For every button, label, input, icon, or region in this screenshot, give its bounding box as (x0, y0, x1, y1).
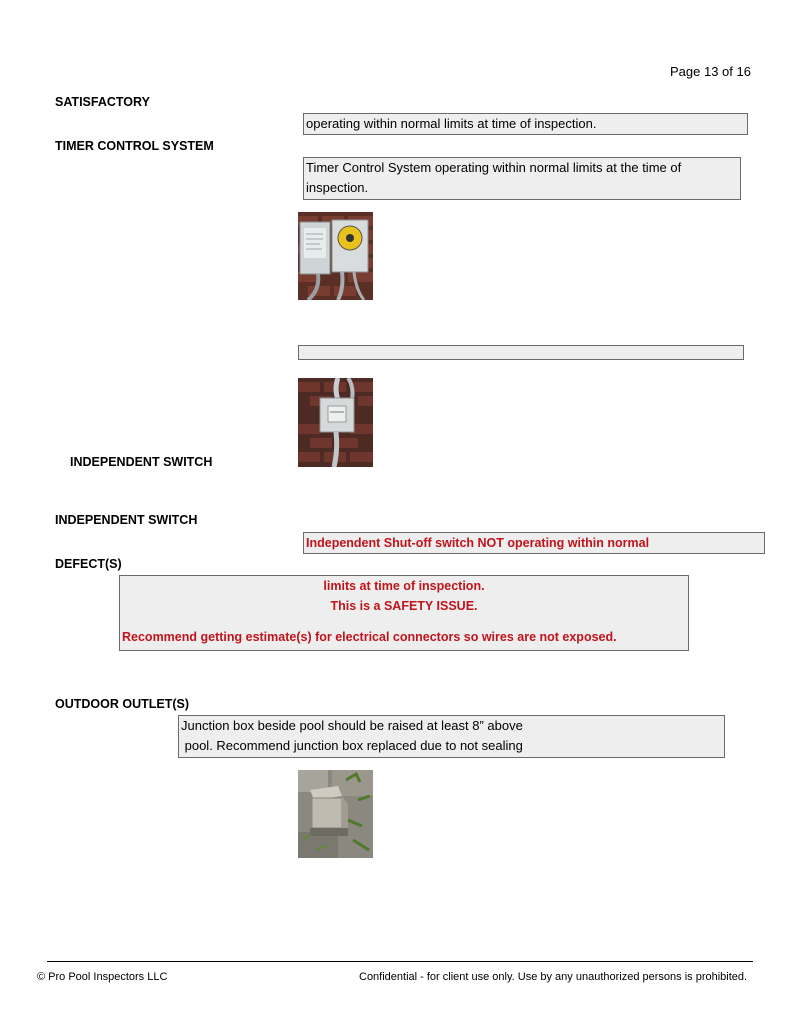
timer-note-line2: inspection. (306, 180, 369, 195)
footer-rule (47, 961, 753, 962)
outdoor-outlets-line2: pool. Recommend junction box replaced due to not sealing (181, 738, 523, 753)
independent-switch-note: Independent Shut-off switch NOT operating within normal (306, 536, 650, 550)
timer-note-box (303, 157, 741, 200)
footer-copyright: © Pro Pool Inspectors LLC (37, 971, 168, 983)
empty-comment-box (298, 345, 744, 360)
timer-note-line1: Timer Control System operating within normal limits at the time of (306, 160, 682, 175)
timer-heading: TIMER CONTROL SYSTEM (55, 139, 214, 153)
page-number: Page 13 of 16 (670, 64, 751, 79)
independent-switch-heading: INDEPENDENT SWITCH (55, 513, 198, 527)
junction-box-photo (298, 770, 373, 858)
satisfactory-note-box (303, 113, 748, 135)
outdoor-outlets-line1: Junction box beside pool should be raised at least 8” above (181, 718, 523, 733)
independent-switch-photo-heading: INDEPENDENT SWITCH (70, 455, 213, 469)
footer-confidential: Confidential - for client use only. Use by any unauthorized persons is prohibited. (359, 971, 748, 983)
defects-heading: DEFECT(S) (55, 557, 122, 571)
defects-note-box (119, 575, 689, 651)
defects-line3: Recommend getting estimate(s) for electrical connectors so wires are not exposed. (122, 630, 617, 644)
independent-switch-photo (298, 378, 373, 467)
satisfactory-note: operating within normal limits at time of inspection. (306, 116, 597, 131)
defects-line2: This is a SAFETY ISSUE. (330, 599, 478, 613)
defects-line1: limits at time of inspection. (323, 579, 485, 593)
outdoor-outlets-heading: OUTDOOR OUTLET(S) (55, 697, 190, 711)
satisfactory-heading: SATISFACTORY (55, 95, 150, 109)
outdoor-outlets-note-box (178, 715, 725, 758)
independent-switch-note-box (303, 532, 765, 554)
timer-control-photo (298, 212, 373, 300)
